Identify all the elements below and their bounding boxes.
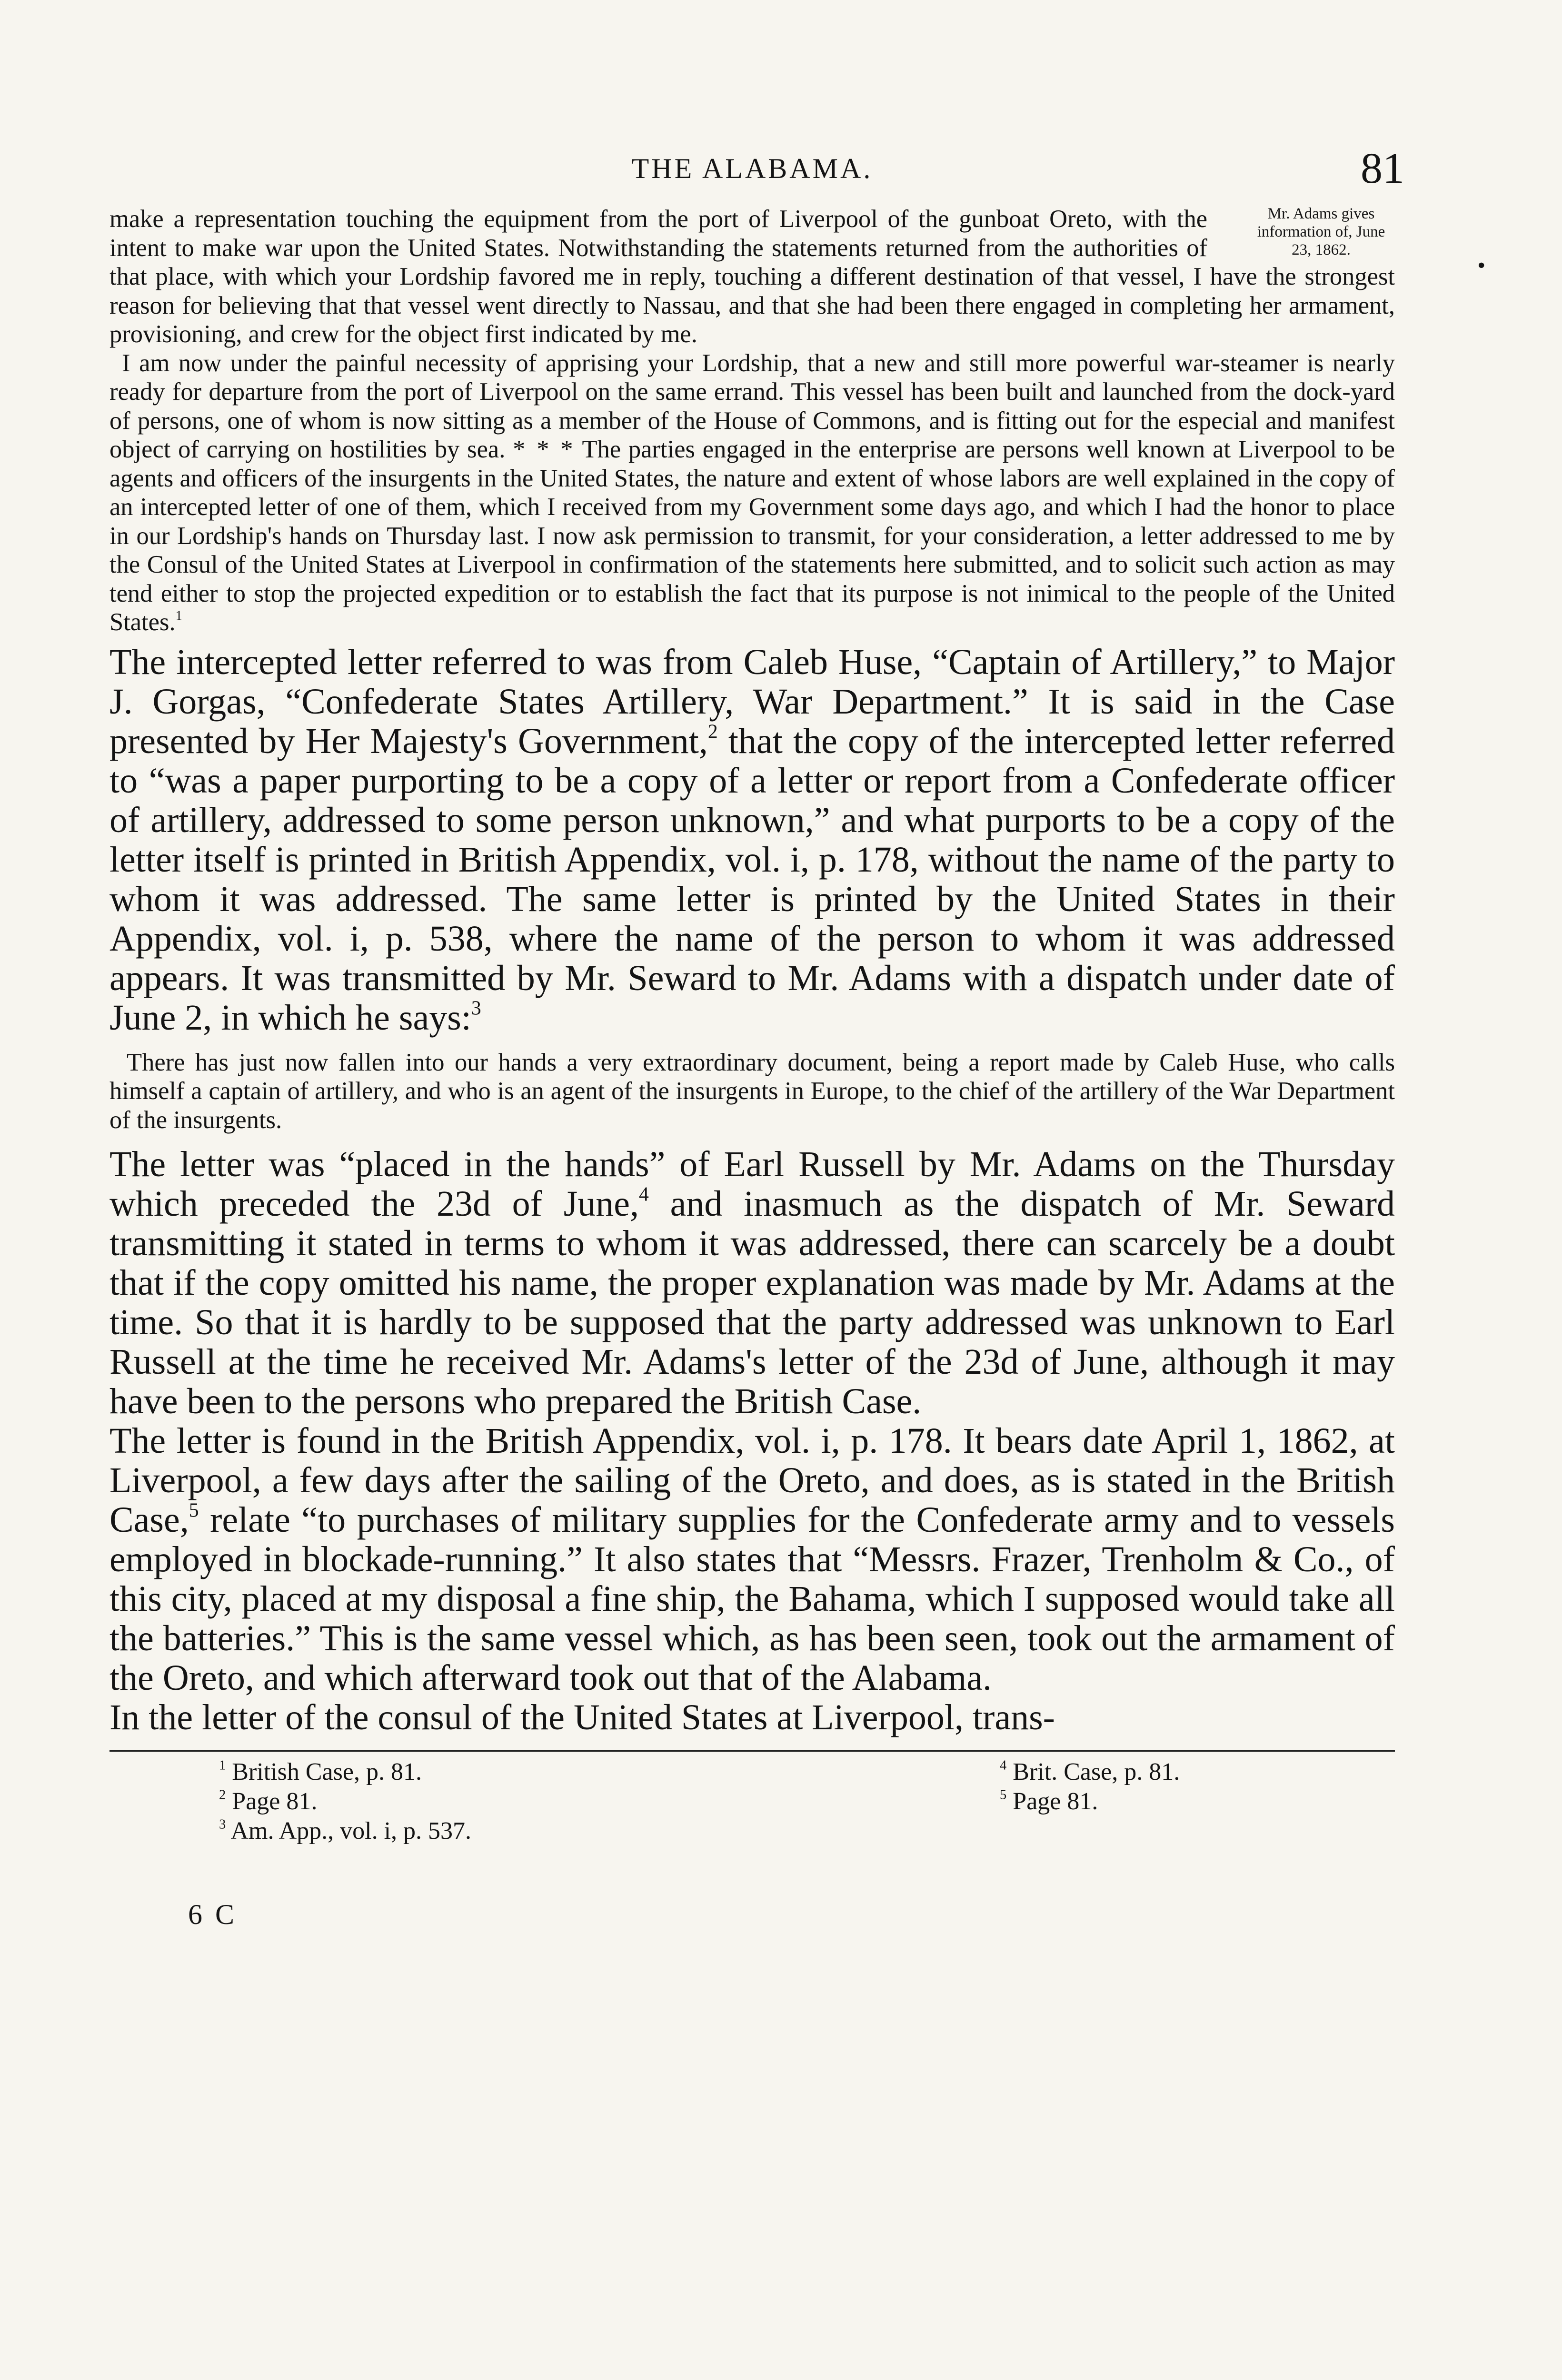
footnotes: [109, 1757, 1395, 1895]
margin-mark: •: [1477, 253, 1485, 278]
printer-signature: 6 C: [188, 1899, 238, 1930]
body-paragraph: The intercepted letter referred to was from Caleb Huse, “Captain of Artillery,” to Major J. Gorgas, “Confederate States Artillery, War Department.” It is said in the Case presented by Her Majesty's Government,$^2$ that the copy of the intercepted letter referred to “was a paper purporting to be a copy of a letter or report from a Confederate officer of artillery, addressed to some person unknown,” and what purports to be a copy of the letter itself is printed in British Appendix, vol. i, p. 178, without the name of the party to whom it was addressed. The same letter is printed by the United States in their Appendix, vol. i, p. 538, where the name of the person to whom it was addressed appears. It was transmitted by Mr. Seward to Mr. Adams with a dispatch under date of June 2, in which he says:$^3$: [109, 642, 1395, 1038]
body-paragraph: The letter is found in the British Appendix, vol. i, p. 178. It bears date April 1, 1862, at Liverpool, a few days after the sailing of the Oreto, and does, as is stated in the British Case,$^5$ relate “to purchases of military supplies for the Confederate army and to vessels employed in blockade-running.” It also states that “Messrs. Frazer, Trenholm & Co., of this city, placed at my disposal a fine ship, the Bahama, which I supposed would take all the batteries.” This is the same vessel which, as has been seen, took out the armament of the Oreto, and which afterward took out that of the Alabama.: [109, 1421, 1395, 1698]
sidenote-line: Mr. Adams gives: [1267, 205, 1375, 222]
footnote: $^1$ British Case, p. 81.: [219, 1758, 422, 1785]
footnote: $^3$ Am. App., vol. i, p. 537.: [219, 1817, 472, 1844]
quote-paragraph: make a representation touching the equipment from the port of Liverpool of the gunboat Oreto, with the intent to make war upon the United States. Notwithstanding the statements returned from the authorities of that place, with which your Lordship favored me in reply, touching a different destination of that vessel, I have the strongest reason for believing that that vessel went directly to Nassau, and that she had been there engaged in completing her armament, provisioning, and crew for the object first indicated by me.: [109, 205, 1395, 348]
ellipsis-stars: * * *: [513, 436, 575, 463]
quote-paragraph: I am now under the painful necessity of apprising your Lordship, that a new and still more powerful war-steamer is nearly ready for departure from the port of Liverpool on the same errand. This vessel has been built and launched from the dock-yard of persons, one of whom is now sitting as a member of the House of Commons, and is fitting out for the especial and manifest object of carrying on hostilities by sea. * * * The parties engaged in the enterprise are persons well known at Liverpool to be agents and officers of the insurgents in the United States, the nature and extent of whose labors are well explained in the copy of an intercepted letter of one of them, which I received from my Government some days ago, and which I had the honor to place in our Lordship's hands on Thursday last. I now ask permission to transmit, for your consideration, a letter addressed to me by the Consul of the United States at Liverpool in confirmation of the statements here submitted, and to solicit such action as may tend either to stop the projected expedition or to establish the fact that its purpose is not inimical to the people of the United States.$^1$: [109, 349, 1395, 636]
body-paragraph: In the letter of the consul of the United States at Liverpool, trans-: [109, 1697, 1055, 1737]
body-paragraph: The letter was “placed in the hands” of Earl Russell by Mr. Adams on the Thursday which preceded the 23d of June,$^4$ and inasmuch as the dispatch of Mr. Seward transmitting it stated in terms to whom it was addressed, there can scarcely be a doubt that if the copy omitted his name, the proper explanation was made by Mr. Adams at the time. So that it is hardly to be supposed that the party addressed was unknown to Earl Russell at the time he received Mr. Adams's letter of the 23d of June, although it may have been to the persons who prepared the British Case.: [109, 1144, 1395, 1421]
footnote-divider: [109, 1750, 1395, 1752]
footnote-ref: 2: [707, 721, 718, 743]
sidenote-line: information of, June: [1257, 223, 1385, 240]
page-number: 81: [1361, 144, 1404, 192]
footnote-ref: 3: [471, 997, 481, 1020]
quoted-letter: [109, 205, 1395, 637]
sidenote-line: 23, 1862.: [1292, 241, 1351, 258]
footnote: $^4$ Brit. Case, p. 81.: [1000, 1758, 1180, 1785]
footnote: $^2$ Page 81.: [219, 1787, 318, 1815]
margin-sidenote: [1219, 205, 1423, 259]
seward-quote: There has just now fallen into our hands a very extraordinary document, being a report made by Caleb Huse, who calls himself a captain of artillery, and who is an agent of the insurgents in Europe, to the chief of the artillery of the War Department of the insurgents.: [109, 1048, 1395, 1134]
book-page: [109, 143, 1485, 1931]
footnote: $^5$ Page 81.: [1000, 1787, 1098, 1815]
running-title: THE ALABAMA.: [631, 153, 873, 184]
footnote-ref: 1: [175, 608, 182, 624]
footnote-ref: 4: [639, 1183, 649, 1206]
footnote-ref: 5: [189, 1499, 199, 1522]
